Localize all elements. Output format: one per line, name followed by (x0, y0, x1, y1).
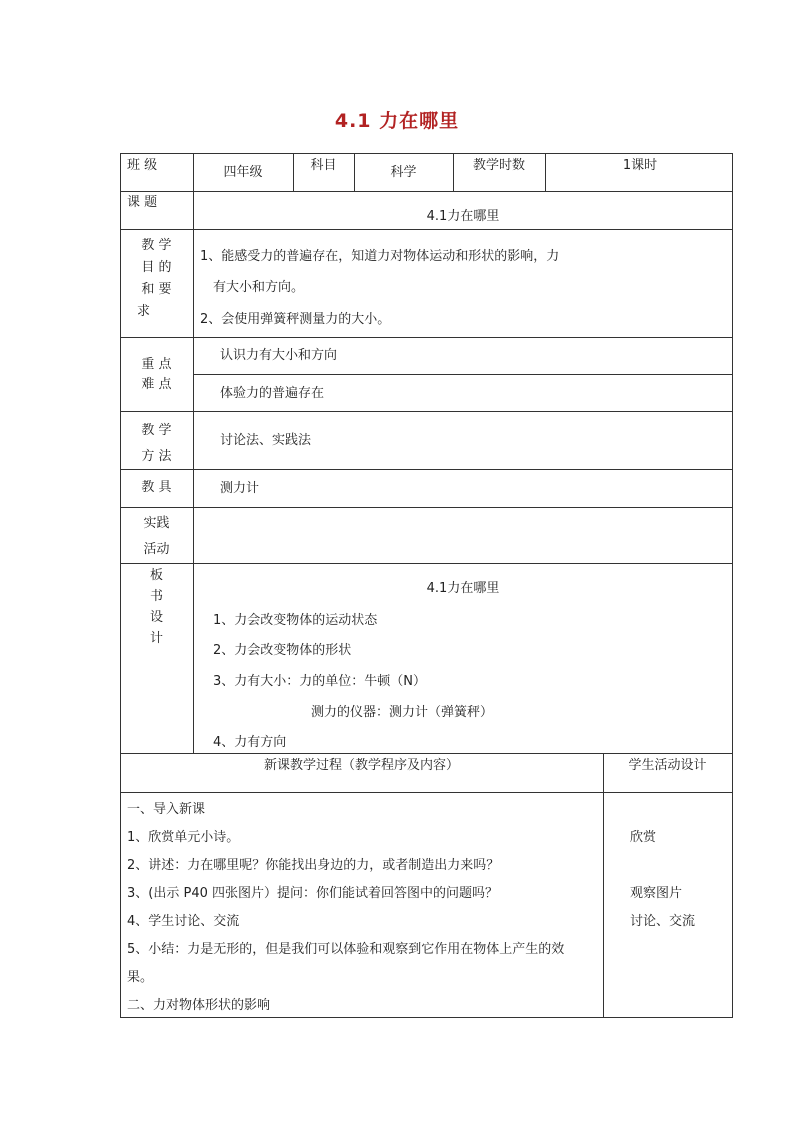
tools-label: 教 具 (141, 480, 172, 495)
process-line: 2、讲述：力在哪里呢？你能找出身边的力，或者制造出力来吗？ (127, 858, 500, 873)
process-line: 果。 (127, 970, 154, 985)
objectives-label-line: 目 的 (141, 260, 172, 275)
method-value: 讨论法、实践法 (220, 433, 312, 448)
row-divider (120, 792, 733, 793)
process-line: 1、欣赏单元小诗。 (127, 830, 240, 845)
objectives-label (120, 238, 193, 326)
objective-line-1: 1、能感受力的普遍存在，知道力对物体运动和形状的影响，力 (200, 249, 560, 264)
row-divider (120, 507, 733, 508)
board-title: 4.1力在哪里 (426, 581, 500, 596)
class-label: 班 级 (127, 158, 158, 173)
subject-label: 科目 (310, 158, 337, 173)
objectives-label-line: 教 学 (141, 238, 172, 253)
method-label (120, 423, 193, 469)
row-divider (120, 229, 733, 230)
process-header-left: 新课教学过程（教学程序及内容） (263, 758, 459, 773)
column-divider (545, 153, 546, 191)
board-line-3: 3、力有大小：力的单位：牛顿（N） (213, 674, 426, 689)
difficulty-value: 体验力的普遍存在 (220, 386, 325, 401)
activity-item: 欣赏 (630, 830, 657, 845)
subject-value: 科学 (390, 165, 417, 180)
key-points-label-line: 重 点 (141, 357, 172, 372)
board-label-line: 板 (149, 568, 163, 583)
activity-item: 讨论、交流 (630, 914, 696, 929)
process-header-right: 学生活动设计 (628, 758, 707, 773)
board-label-line: 计 (149, 631, 163, 646)
row-divider (120, 337, 733, 338)
practice-label-line: 活动 (143, 542, 170, 557)
board-label-line: 书 (149, 589, 163, 604)
board-label (120, 568, 193, 652)
tools-value: 测力计 (220, 481, 260, 496)
process-line: 3、(出示 P40 四张图片）提问：你们能试着回答图中的问题吗？ (127, 886, 498, 901)
row-divider (120, 753, 733, 754)
practice-label (120, 516, 193, 562)
topic-label: 课 题 (127, 195, 158, 210)
method-label-line: 方 法 (141, 449, 172, 464)
method-label-line: 教 学 (141, 423, 172, 438)
topic-value: 4.1力在哪里 (426, 209, 500, 224)
board-line-1: 1、力会改变物体的运动状态 (213, 613, 378, 628)
column-divider (603, 753, 604, 1017)
key-points-label-line: 难 点 (141, 377, 172, 392)
class-value: 四年级 (223, 165, 263, 180)
document-title: 4.1 力在哪里 (334, 110, 460, 132)
objectives-label-line: 和 要 (141, 282, 172, 297)
activity-item: 观察图片 (630, 886, 683, 901)
row-divider (120, 563, 733, 564)
board-line-5: 4、力有方向 (213, 735, 287, 750)
board-line-2: 2、力会改变物体的形状 (213, 643, 352, 658)
objective-line-3: 2、会使用弹簧秤测量力的大小。 (200, 312, 391, 327)
process-line: 二、力对物体形状的影响 (127, 998, 271, 1013)
process-line: 一、导入新课 (127, 802, 206, 817)
objective-line-2: 有大小和方向。 (213, 280, 305, 295)
hours-label: 教学时数 (472, 158, 525, 173)
board-label-line: 设 (149, 610, 163, 625)
key-points-label (120, 357, 193, 397)
process-line: 5、小结：力是无形的，但是我们可以体验和观察到它作用在物体上产生的效 (127, 942, 565, 957)
key-point-value: 认识力有大小和方向 (220, 348, 338, 363)
column-divider (193, 153, 194, 753)
process-line: 4、学生讨论、交流 (127, 914, 240, 929)
hours-value: 1课时 (622, 158, 658, 173)
table-border-top (120, 153, 733, 154)
row-divider (120, 191, 733, 192)
board-line-4: 测力的仪器：测力计（弹簧秤） (311, 705, 494, 720)
objectives-label-line: 求 (136, 304, 150, 319)
row-divider (120, 469, 733, 470)
practice-label-line: 实践 (143, 516, 170, 531)
row-divider (193, 374, 733, 375)
table-border-bottom (120, 1017, 733, 1018)
row-divider (120, 411, 733, 412)
